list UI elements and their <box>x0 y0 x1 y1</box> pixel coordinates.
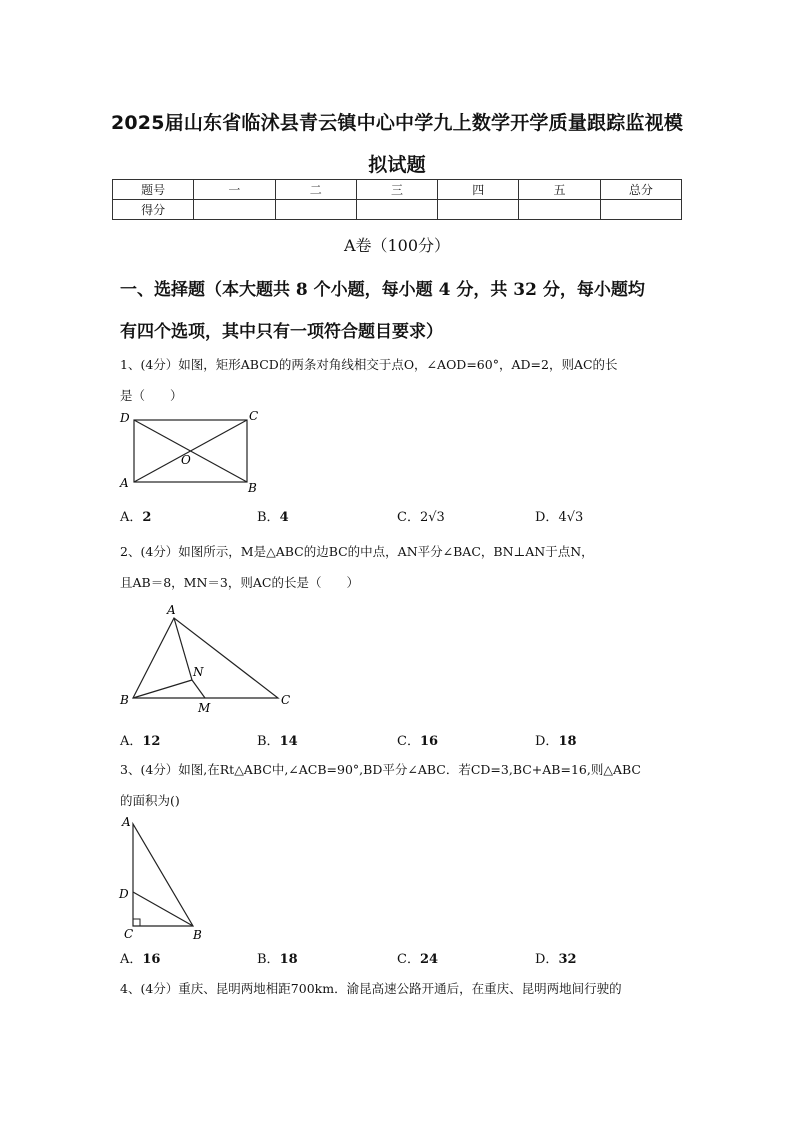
q2-option-a[interactable] <box>120 730 160 749</box>
q2-option-b[interactable] <box>257 730 298 749</box>
score-table-score-label: 得分 <box>113 200 194 220</box>
q1-option-d-value: 4√3 <box>558 510 584 525</box>
q2-segment-nm <box>192 680 205 698</box>
q2-triangle <box>133 618 278 698</box>
q3-option-a[interactable] <box>120 948 160 967</box>
q2-option-d-value: 18 <box>558 734 577 749</box>
score-table-score-row <box>113 200 682 220</box>
score-col-5: 五 <box>519 180 600 200</box>
score-cell[interactable] <box>600 200 681 220</box>
q3-label-c: C <box>124 927 134 941</box>
q3-option-c-value: 24 <box>419 952 439 967</box>
q1-label-d: D <box>120 411 130 425</box>
q3-option-d-letter: D． <box>535 952 559 967</box>
q1-label-c: C <box>249 409 259 423</box>
q3-option-c[interactable] <box>397 948 438 967</box>
q2-option-a-value: 12 <box>142 734 161 749</box>
q1-figure <box>112 405 272 495</box>
score-cell[interactable] <box>356 200 437 220</box>
q3-option-b[interactable] <box>257 948 298 967</box>
q4-text-line1: 4、(4分）重庆、昆明两地相距700km．渝昆高速公路开通后，在重庆、昆明两地间行驶的 <box>120 981 622 996</box>
q3-option-b-value: 18 <box>279 952 298 967</box>
score-col-4: 四 <box>438 180 519 200</box>
q1-option-d-letter: D． <box>535 510 559 525</box>
q2-label-n: N <box>193 665 204 679</box>
q1-option-a-letter: A． <box>120 510 143 525</box>
q1-option-c[interactable] <box>397 506 445 525</box>
q3-option-d[interactable] <box>535 948 577 967</box>
part1-heading-line2: 有四个选项，其中只有一项符合题目要求） <box>120 322 443 342</box>
q1-option-b[interactable] <box>257 506 289 525</box>
q3-bisector-bd <box>133 892 193 926</box>
q1-option-d[interactable] <box>535 506 583 525</box>
q3-option-a-letter: A． <box>120 952 143 967</box>
q3-label-d: D <box>119 887 129 901</box>
q3-option-a-value: 16 <box>142 952 161 967</box>
q1-label-b: B <box>248 481 257 495</box>
q3-text-line2: 的面积为() <box>120 793 180 808</box>
score-cell[interactable] <box>275 200 356 220</box>
q2-bisector-an <box>174 618 192 680</box>
q3-label-b: B <box>193 928 202 942</box>
score-col-3: 三 <box>356 180 437 200</box>
page-title-line2: 拟试题 <box>368 154 426 176</box>
score-table <box>112 179 682 220</box>
score-cell[interactable] <box>438 200 519 220</box>
q1-label-o: O <box>181 453 191 467</box>
section-a-title: A卷（100分） <box>343 236 451 255</box>
q1-option-c-letter: C． <box>397 510 420 525</box>
score-cell[interactable] <box>194 200 275 220</box>
part1-heading-line1: 一、选择题（本大题共 8 个小题，每小题 4 分，共 32 分，每小题均 <box>120 280 645 300</box>
q2-label-a: A <box>167 603 176 617</box>
q1-label-a: A <box>120 476 129 490</box>
q3-option-d-value: 32 <box>558 952 577 967</box>
q3-label-a: A <box>122 815 131 829</box>
q2-option-b-value: 14 <box>279 734 298 749</box>
q1-text-line1: 1、(4分）如图，矩形ABCD的两条对角线相交于点O，∠AOD=60°，AD=2，则AC的长 <box>120 357 618 372</box>
score-col-1: 一 <box>194 180 275 200</box>
q1-option-b-letter: B． <box>257 510 280 525</box>
q2-figure <box>112 600 302 718</box>
q2-option-c-letter: C． <box>397 734 420 749</box>
score-col-total: 总分 <box>600 180 681 200</box>
q3-triangle <box>133 824 193 926</box>
page-title-line1: 2025届山东省临沭县青云镇中心中学九上数学开学质量跟踪监视模 <box>110 112 684 134</box>
q1-option-a-value: 2 <box>142 510 152 525</box>
score-table-header-row <box>113 180 682 200</box>
q3-text-line1: 3、(4分）如图,在Rt△ABC中,∠ACB=90°,BD平分∠ABC．若CD=3,BC+AB=16,则△ABC <box>120 762 641 777</box>
q1-option-b-value: 4 <box>279 510 289 525</box>
q2-label-m: M <box>198 701 211 715</box>
q1-option-a[interactable] <box>120 506 151 525</box>
q2-option-b-letter: B． <box>257 734 280 749</box>
q3-right-angle-mark <box>133 919 140 926</box>
q2-option-a-letter: A． <box>120 734 143 749</box>
q2-option-d[interactable] <box>535 730 577 749</box>
q2-option-c[interactable] <box>397 730 438 749</box>
q2-text-line2: 且AB＝8，MN＝3，则AC的长是（ ） <box>120 575 359 590</box>
score-table-header-label: 题号 <box>113 180 194 200</box>
q3-figure <box>112 812 222 944</box>
q2-segment-bn <box>133 680 192 698</box>
q3-option-b-letter: B． <box>257 952 280 967</box>
score-cell[interactable] <box>519 200 600 220</box>
q2-label-b: B <box>120 693 129 707</box>
q1-text-line2: 是（ ） <box>120 388 183 403</box>
q2-option-c-value: 16 <box>419 734 439 749</box>
q1-option-c-value: 2√3 <box>419 510 445 525</box>
score-col-2: 二 <box>275 180 356 200</box>
q3-option-c-letter: C． <box>397 952 420 967</box>
q2-option-d-letter: D． <box>535 734 559 749</box>
q2-label-c: C <box>281 693 291 707</box>
q2-text-line1: 2、(4分）如图所示，M是△ABC的边BC的中点，AN平分∠BAC，BN⊥AN于点N， <box>120 544 594 559</box>
